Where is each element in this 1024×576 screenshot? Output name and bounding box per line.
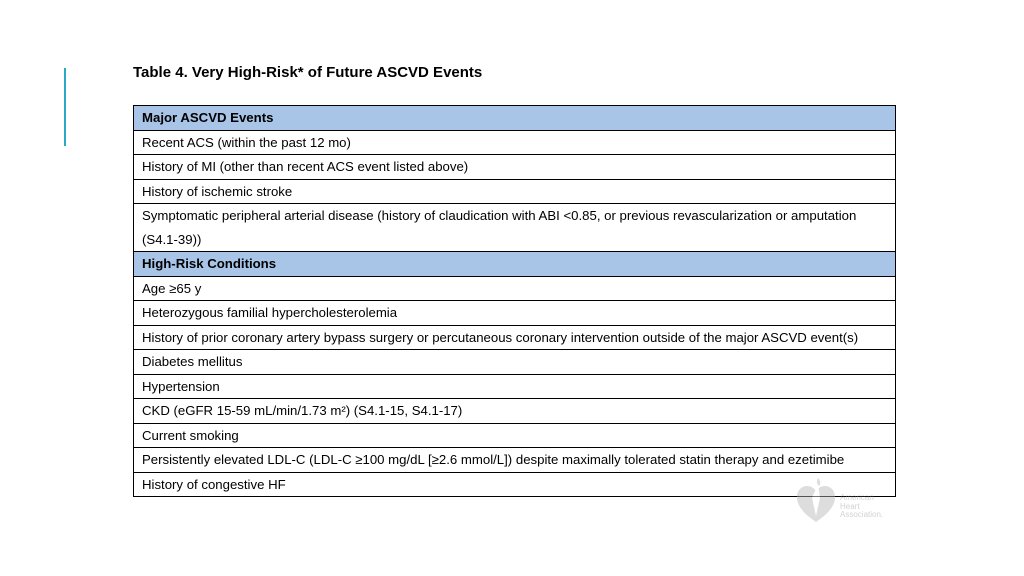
table-cell: History of congestive HF [134,472,896,497]
table-cell: Symptomatic peripheral arterial disease (history of claudication with ABI <0.85, or previous revascularization or amputation (S4.1-39)) [134,204,896,252]
table-cell: Diabetes mellitus [134,350,896,375]
logo-line-3: Association. [840,510,884,519]
table-row [134,350,896,375]
heart-torch-icon [794,476,838,526]
table-container [133,105,896,529]
aha-logo-text [840,494,896,520]
table-title: Table 4. Very High-Risk* of Future ASCVD Events [133,64,483,81]
section-header-row [134,252,896,277]
table-row [134,472,896,497]
table-cell: Hypertension [134,374,896,399]
table-cell: History of prior coronary artery bypass surgery or percutaneous coronary intervention outside of the major ASCVD event(s) [134,325,896,350]
table-row [134,276,896,301]
aha-logo [794,476,894,526]
risk-table [133,105,896,497]
section-header-high-risk-conditions: High-Risk Conditions [134,252,896,277]
table-cell: History of ischemic stroke [134,179,896,204]
table-row [134,325,896,350]
table-row [134,448,896,473]
table-row [134,130,896,155]
section-header-major-ascvd-events: Major ASCVD Events [134,106,896,131]
accent-bar [64,68,66,146]
logo-line-1: American [840,493,874,502]
table-cell: CKD (eGFR 15-59 mL/min/1.73 m²) (S4.1-15, S4.1-17) [134,399,896,424]
table-row [134,155,896,180]
table-cell: History of MI (other than recent ACS event listed above) [134,155,896,180]
table-cell: Current smoking [134,423,896,448]
table-row [134,399,896,424]
table-row [134,301,896,326]
table-row [134,423,896,448]
table-cell: Recent ACS (within the past 12 mo) [134,130,896,155]
table-row [134,374,896,399]
logo-line-2: Heart [840,501,860,511]
table-cell: Persistently elevated LDL-C (LDL-C ≥100 mg/dL [≥2.6 mmol/L]) despite maximally tolerated statin therapy and ezetimibe [134,448,896,473]
section-header-row [134,106,896,131]
table-row [134,204,896,252]
table-cell: Age ≥65 y [134,276,896,301]
table-row [134,179,896,204]
table-cell: Heterozygous familial hypercholesterolemia [134,301,896,326]
